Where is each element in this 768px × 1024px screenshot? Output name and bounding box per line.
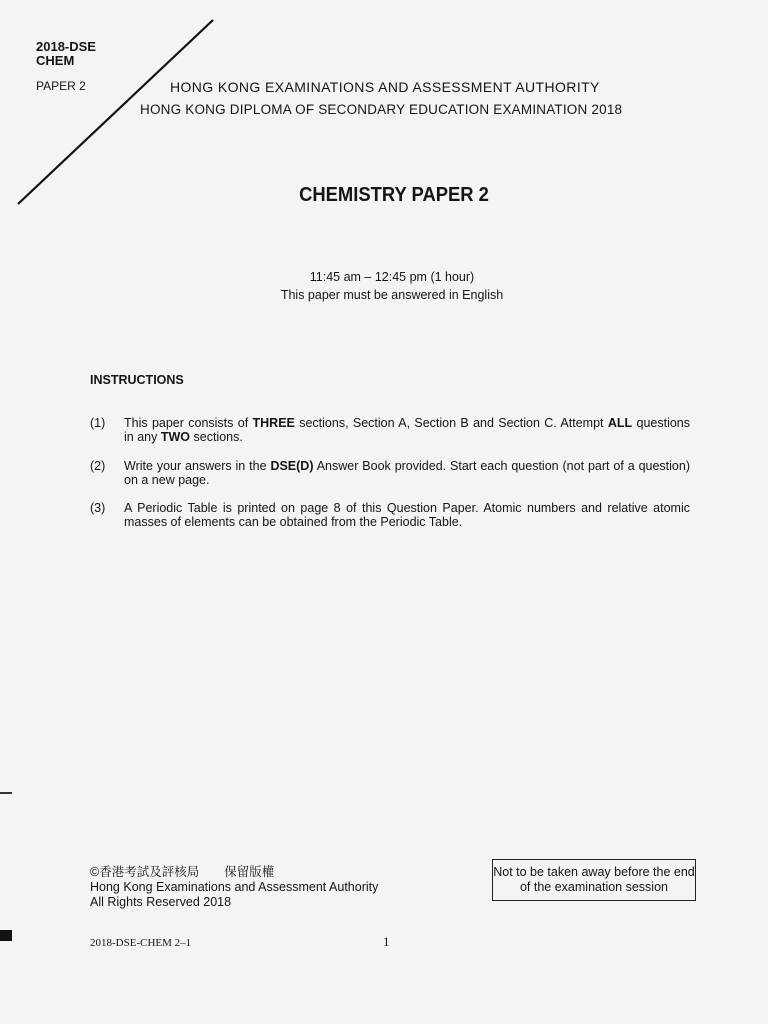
paper-code [36, 40, 96, 68]
instruction-number: (1) [90, 416, 106, 430]
instruction-item [90, 416, 690, 444]
paper-label: PAPER 2 [36, 79, 86, 93]
margin-mark [0, 930, 12, 941]
instruction-text: A Periodic Table is printed on page 8 of this Question Paper. Atomic numbers and relative atomic masses of elements can be obtained from the Periodic Table. [124, 501, 690, 529]
instruction-text: This paper consists of THREE sections, Section A, Section B and Section C. Attempt ALL questions in any TWO sections. [124, 416, 691, 444]
instructions-heading: INSTRUCTIONS [90, 373, 184, 387]
instruction-item [90, 501, 690, 529]
copyright-line-rights: All Rights Reserved 2018 [90, 895, 232, 909]
copyright-notice [90, 865, 378, 910]
exam-time: 11:45 am – 12:45 pm (1 hour) [309, 270, 475, 284]
page-number: 1 [383, 934, 390, 949]
footer-paper-code: 2018-DSE-CHEM 2–1 [90, 937, 192, 949]
take-away-notice: Not to be taken away before the end of the examination session [492, 859, 696, 901]
paper-code-year: 2018-DSE [36, 39, 96, 54]
instruction-item [90, 459, 690, 487]
authority-heading: HONG KONG EXAMINATIONS AND ASSESSMENT AUTHORITY [170, 79, 600, 95]
diploma-heading: HONG KONG DIPLOMA OF SECONDARY EDUCATION EXAMINATION 2018 [140, 102, 623, 117]
instruction-number: (2) [90, 459, 106, 473]
page-title: CHEMISTRY PAPER 2 [299, 184, 489, 206]
instruction-number: (3) [90, 501, 106, 515]
instruction-text: Write your answers in the DSE(D) Answer Book provided. Start each question (not part of a question) on a new page. [124, 459, 690, 487]
paper-code-subject: CHEM [36, 53, 75, 68]
language-note: This paper must be answered in English [280, 288, 504, 302]
margin-mark [0, 792, 12, 794]
copyright-line-chinese: ©香港考試及評核局 保留版權 [90, 865, 275, 879]
copyright-line-authority: Hong Kong Examinations and Assessment Authority [90, 880, 379, 894]
